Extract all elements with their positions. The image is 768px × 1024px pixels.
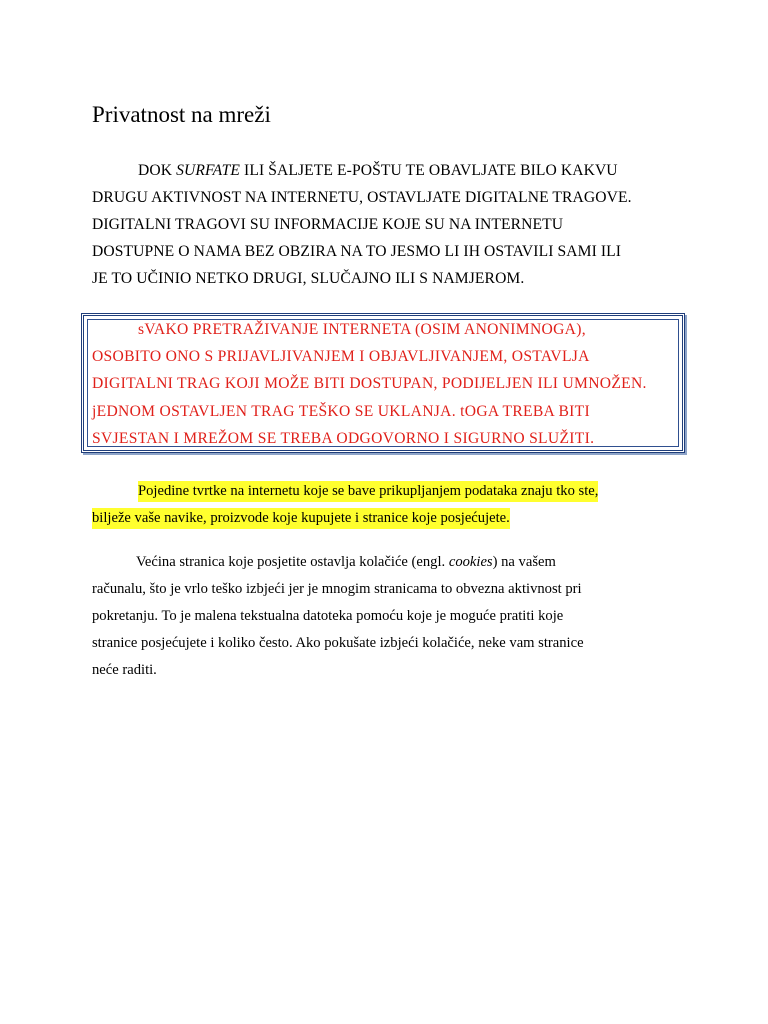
paragraph-line <box>92 549 584 576</box>
paragraph-line: JE TO UČINIO NETKO DRUGI, SLUČAJNO ILI S NAMJEROM. <box>92 270 525 287</box>
italic-text-run: cookies <box>448 554 493 570</box>
paragraph-line: neće raditi. <box>92 662 157 678</box>
paragraph-cookies <box>92 549 584 684</box>
text-run: ILI ŠALJETE E-POŠTU TE OBAVLJATE BILO KAKVU <box>240 162 618 179</box>
paragraph-line: pokretanju. To je malena tekstualna datoteka pomoću koje je moguće pratiti koje <box>92 608 564 624</box>
paragraph-digital-footprints <box>92 157 632 292</box>
paragraph-warning-callout <box>92 316 647 452</box>
paragraph-line: DIGITALNI TRAG KOJI MOŽE BITI DOSTUPAN, PODIJELJEN ILI UMNOŽEN. <box>92 375 647 393</box>
text-run: DOK <box>138 162 177 179</box>
paragraph-line: SVJESTAN I MREŽOM SE TREBA ODGOVORNO I SIGURNO SLUŽITI. <box>92 429 595 447</box>
paragraph-line: DIGITALNI TRAGOVI SU INFORMACIJE KOJE SU NA INTERNETU <box>92 216 564 233</box>
paragraph-line: DOSTUPNE O NAMA BEZ OBZIRA NA TO JESMO LI IH OSTAVILI SAMI ILI <box>92 243 622 260</box>
paragraph-line: stranice posjećujete i koliko često. Ako pokušate izbjeći kolačiće, neke vam stranice <box>92 635 584 651</box>
paragraph-line: jEDNOM OSTAVLJEN TRAG TEŠKO SE UKLANJA. tOGA TREBA BITI <box>92 402 590 420</box>
document-title: Privatnost na mreži <box>92 102 271 127</box>
paragraph-line <box>92 478 598 505</box>
text-run: Većina stranica koje posjetite ostavlja kolačiće (engl. <box>136 554 449 570</box>
paragraph-line <box>92 505 598 532</box>
paragraph-line: sVAKO PRETRAŽIVANJE INTERNETA (OSIM ANONIMNOGA), <box>138 321 586 338</box>
paragraph-line: DRUGU AKTIVNOST NA INTERNETU, OSTAVLJATE DIGITALNE TRAGOVE. <box>92 189 632 206</box>
text-run: ) na vašem <box>492 554 556 570</box>
highlighted-text: Pojedine tvrtke na internetu koje se bave prikupljanjem podataka znaju tko ste, <box>138 481 598 502</box>
italic-text-run: SURFATE <box>176 162 241 179</box>
paragraph-line: OSOBITO ONO S PRIJAVLJIVANJEM I OBJAVLJIVANJEM, OSTAVLJA <box>92 348 590 366</box>
paragraph-line <box>92 157 632 184</box>
paragraph-highlighted <box>92 478 598 532</box>
paragraph-line: računalu, što je vrlo teško izbjeći jer je mnogim stranicama to obvezna aktivnost pri <box>92 581 582 597</box>
highlighted-text: bilježe vaše navike, proizvode koje kupujete i stranice koje posjećujete. <box>92 508 510 529</box>
